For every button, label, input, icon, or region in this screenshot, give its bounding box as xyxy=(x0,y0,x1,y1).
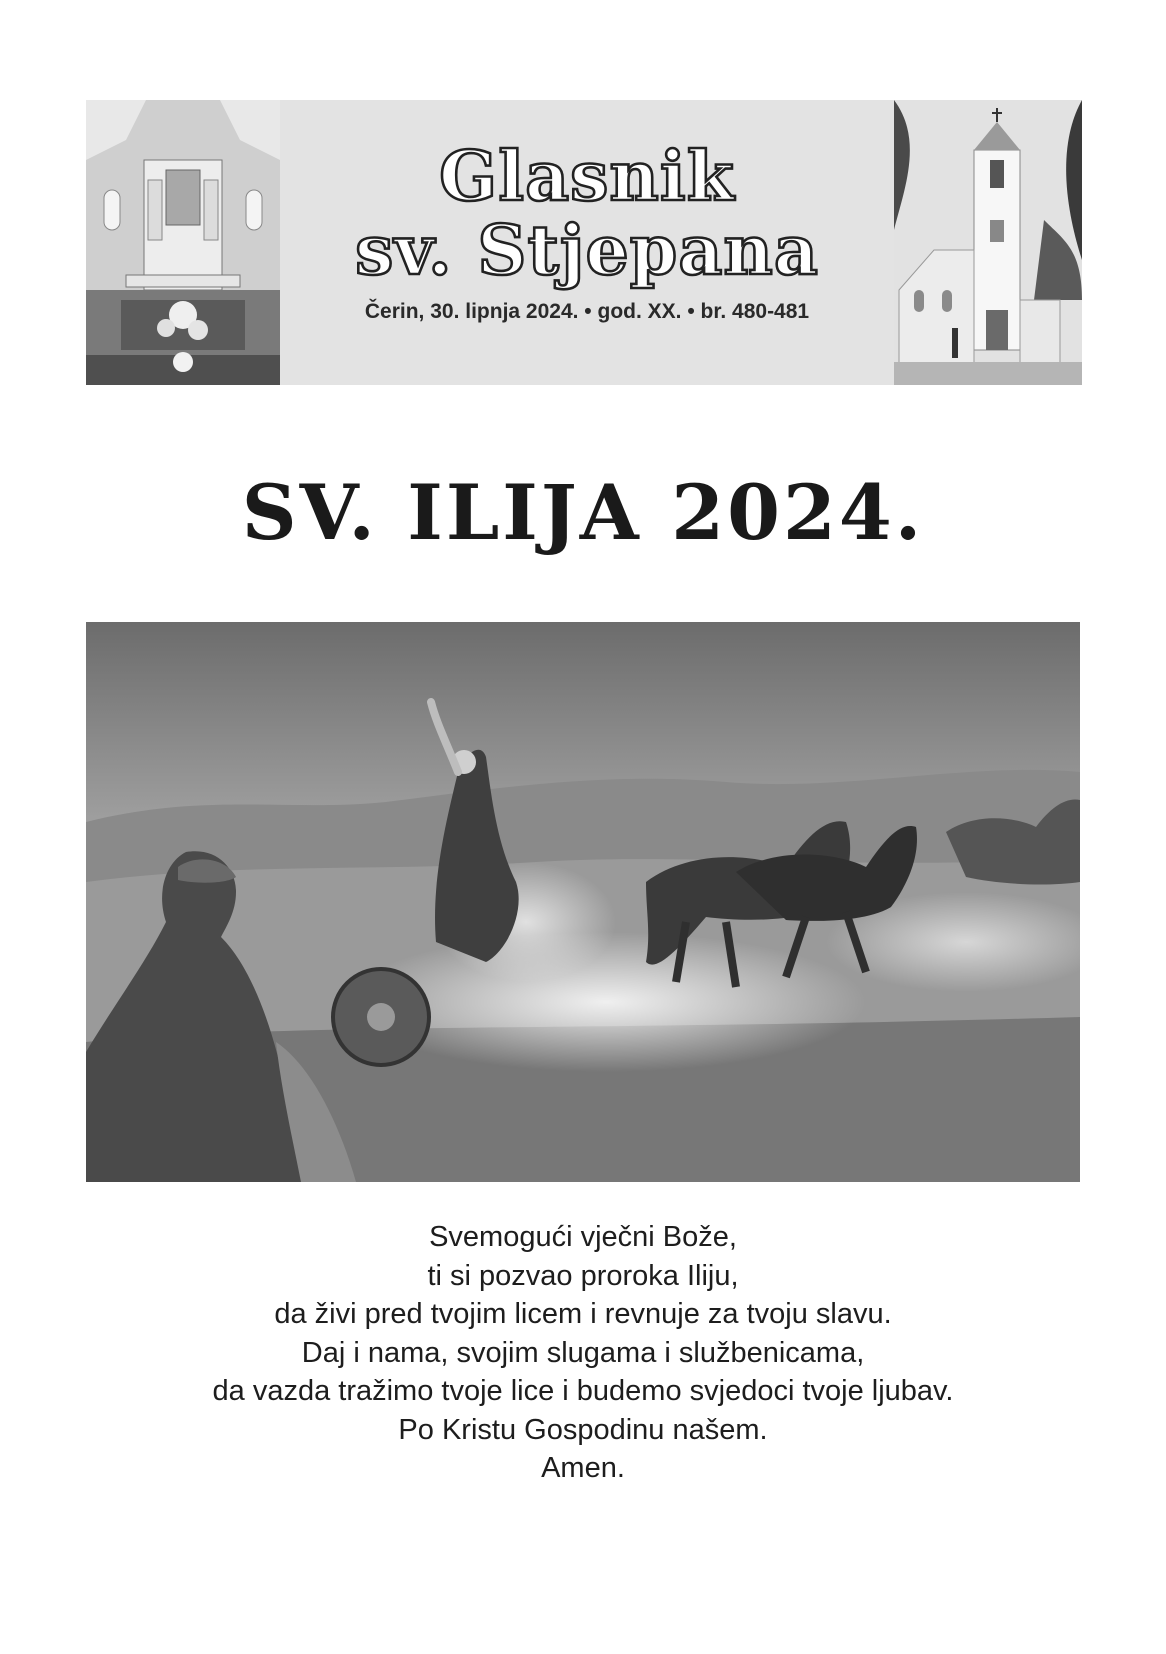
elijah-fiery-chariot-painting xyxy=(86,622,1080,1182)
church-tower-photo xyxy=(894,100,1082,385)
painting-illustration xyxy=(86,622,1080,1182)
prayer-line: ti si pozvao proroka Iliju, xyxy=(427,1259,739,1292)
prayer-text xyxy=(0,1218,1166,1488)
masthead-title-box xyxy=(280,100,894,385)
issue-info: Čerin, 30. lipnja 2024. • god. XX. • br. 480-481 xyxy=(364,300,810,323)
altar-illustration xyxy=(86,100,280,385)
prayer-line: da živi pred tvojim licem i revnuje za tvoju slavu. xyxy=(274,1298,892,1330)
prayer-line: Daj i nama, svojim slugama i službenicama, xyxy=(301,1336,865,1369)
masthead-title-line1: Glasnik xyxy=(439,137,735,217)
church-altar-photo xyxy=(86,100,280,385)
masthead xyxy=(86,100,1082,385)
prayer-line: Amen. xyxy=(541,1452,625,1484)
headline: SV. ILIJA 2024. xyxy=(241,468,925,557)
prayer-line: da vazda tražimo tvoje lice i budemo svjedoci tvoje ljubav. xyxy=(212,1375,954,1407)
prayer-line: Svemogući vječni Bože, xyxy=(429,1221,737,1253)
church-illustration xyxy=(894,100,1082,385)
prayer-line: Po Kristu Gospodinu našem. xyxy=(398,1413,768,1446)
masthead-title-line2: sv. Stjepana xyxy=(355,211,819,291)
